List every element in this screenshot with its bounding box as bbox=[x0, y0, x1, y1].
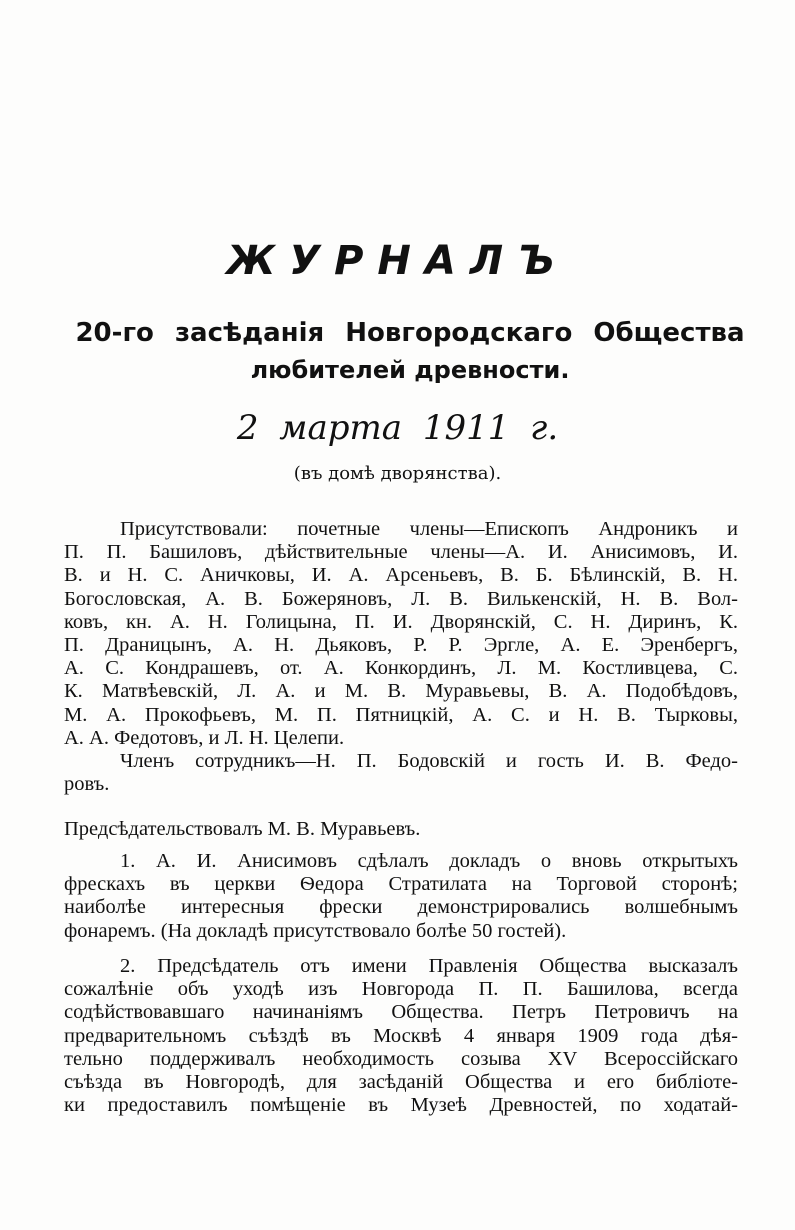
text-line: М. А. Прокофьевъ, М. П. Пятницкій, А. С. и Н. В. Тырковы, bbox=[64, 703, 738, 726]
text-line: Предсѣдательствовалъ М. В. Муравьевъ. bbox=[64, 818, 421, 840]
text-line: Присутствовали: почетные члены—Епископъ Андроникъ и bbox=[120, 518, 738, 540]
paragraph-member bbox=[64, 750, 738, 796]
text-line: П. Драницынъ, А. Н. Дьяковъ, Р. Р. Эргле, А. Е. Эренбергъ, bbox=[64, 634, 738, 657]
paragraph-chair bbox=[64, 818, 738, 841]
text-line: А. А. Федотовъ, и Л. Н. Целепи. bbox=[64, 726, 345, 749]
text-line: К. Матвѣевскій, Л. А. и М. В. Муравьевы, В. А. Подобѣдовъ, bbox=[64, 680, 738, 703]
text-line: Членъ сотрудникъ—Н. П. Бодовскій и гость И. В. Федо- bbox=[120, 750, 738, 772]
meeting-place: (въ домѣ дворянства). bbox=[293, 463, 502, 484]
subtitle-line-1: 20-го засѣданія Новгородскаго Общества bbox=[75, 318, 745, 348]
text-line: 1. А. И. Анисимовъ сдѣлалъ докладъ о вновь открытыхъ bbox=[120, 850, 738, 872]
text-line: фрескахъ въ церкви Ѳедора Стратилата на Торговой сторонѣ; bbox=[64, 873, 738, 896]
text-line: Богословская, А. В. Божеряновъ, Л. В. Вилькенскій, Н. В. Вол- bbox=[64, 587, 738, 610]
text-line: ки предоставилъ помѣщеніе въ Музеѣ Древностей, по ходатай- bbox=[64, 1094, 738, 1117]
text-line: предварительномъ съѣздѣ въ Москвѣ 4 января 1909 года дѣя- bbox=[64, 1024, 738, 1047]
text-line: П. П. Башиловъ, дѣйствительные члены—А. И. Анисимовъ, И. bbox=[64, 541, 738, 564]
text-line: сожалѣніе объ уходѣ изъ Новгорода П. П. Башилова, всегда bbox=[64, 978, 738, 1001]
text-line: тельно поддерживалъ необходимость созыва XV Всероссійскаго bbox=[64, 1047, 738, 1070]
text-line: съѣзда въ Новгородѣ, для засѣданій Общества и его библіоте- bbox=[64, 1071, 738, 1094]
paragraph-present bbox=[64, 518, 738, 750]
text-line: содѣйствовавшаго начинаніямъ Общества. Петръ Петровичъ на bbox=[64, 1001, 738, 1024]
text-line: 2. Предсѣдатель отъ имени Правленія Общества высказалъ bbox=[120, 955, 738, 977]
paragraph-item-2 bbox=[64, 955, 738, 1117]
text-line: ковъ, кн. А. Н. Голицына, П. И. Дворянскій, С. Н. Диринъ, К. bbox=[64, 610, 738, 633]
subtitle-line-2: любителей древности. bbox=[250, 356, 570, 384]
text-line: В. и Н. С. Аничковы, И. А. Арсеньевъ, В. Б. Бѣлинскій, В. Н. bbox=[64, 564, 738, 587]
meeting-date: 2 марта 1911 г. bbox=[236, 408, 559, 448]
text-line: наиболѣе интересныя фрески демонстрировались волшебнымъ bbox=[64, 896, 738, 919]
journal-title: ЖУРНАЛЪ bbox=[226, 238, 569, 284]
text-line: А. С. Кондрашевъ, от. А. Конкординъ, Л. М. Костливцева, С. bbox=[64, 657, 738, 680]
paragraph-item-1 bbox=[64, 850, 738, 943]
text-line: фонаремъ. (На докладѣ присутствовало болѣе 50 гостей). bbox=[64, 919, 567, 942]
text-line: ровъ. bbox=[64, 773, 110, 796]
